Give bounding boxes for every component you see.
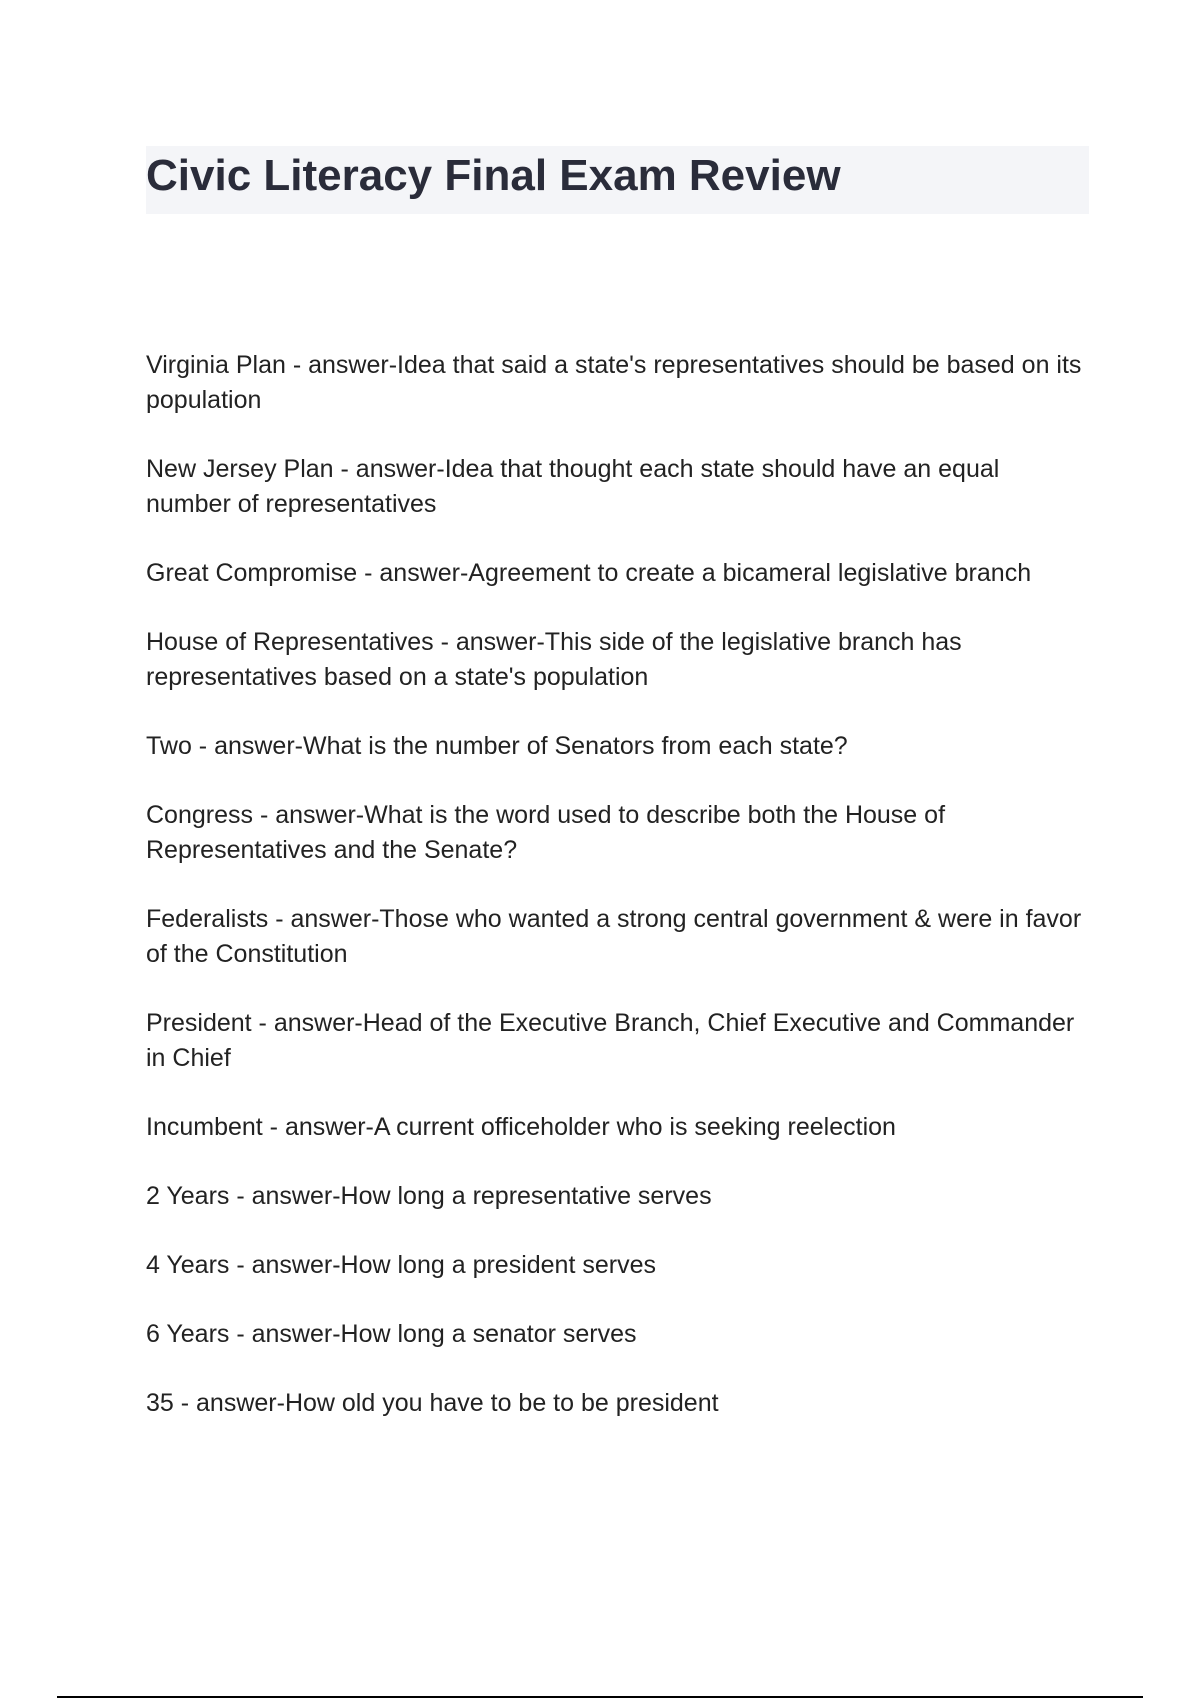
flashcard-entry-2-years: 2 Years - answer-How long a representative serves [146,1182,712,1210]
flashcard-entry-president: President - answer-Head of the Executive Branch, Chief Executive and Commander in Chief [146,1009,1075,1072]
flashcard-entry-new-jersey-plan: New Jersey Plan - answer-Idea that thought each state should have an equal number of representatives [146,455,1000,518]
flashcard-entry-great-compromise: Great Compromise - answer-Agreement to create a bicameral legislative branch [146,559,1032,587]
page-title: Civic Literacy Final Exam Review [146,151,841,200]
footer-rule [57,1696,1143,1698]
flashcard-entry-4-years: 4 Years - answer-How long a president serves [146,1251,656,1279]
flashcard-entry-federalists: Federalists - answer-Those who wanted a strong central government & were in favor of the Constitution [146,905,1082,968]
flashcard-entry-incumbent: Incumbent - answer-A current officeholder who is seeking reelection [146,1113,896,1141]
flashcard-entry-virginia-plan: Virginia Plan - answer-Idea that said a state's representatives should be based on its population [146,351,1082,414]
flashcard-entry-congress: Congress - answer-What is the word used to describe both the House of Representatives and the Senate? [146,801,946,864]
flashcard-entry-two: Two - answer-What is the number of Senators from each state? [146,732,848,760]
flashcard-entry-6-years: 6 Years - answer-How long a senator serves [146,1320,637,1348]
flashcard-list [146,348,1086,1455]
flashcard-entry-35: 35 - answer-How old you have to be to be president [146,1389,719,1417]
flashcard-entry-house-of-representatives: House of Representatives - answer-This side of the legislative branch has representatives based on a state's population [146,628,962,691]
